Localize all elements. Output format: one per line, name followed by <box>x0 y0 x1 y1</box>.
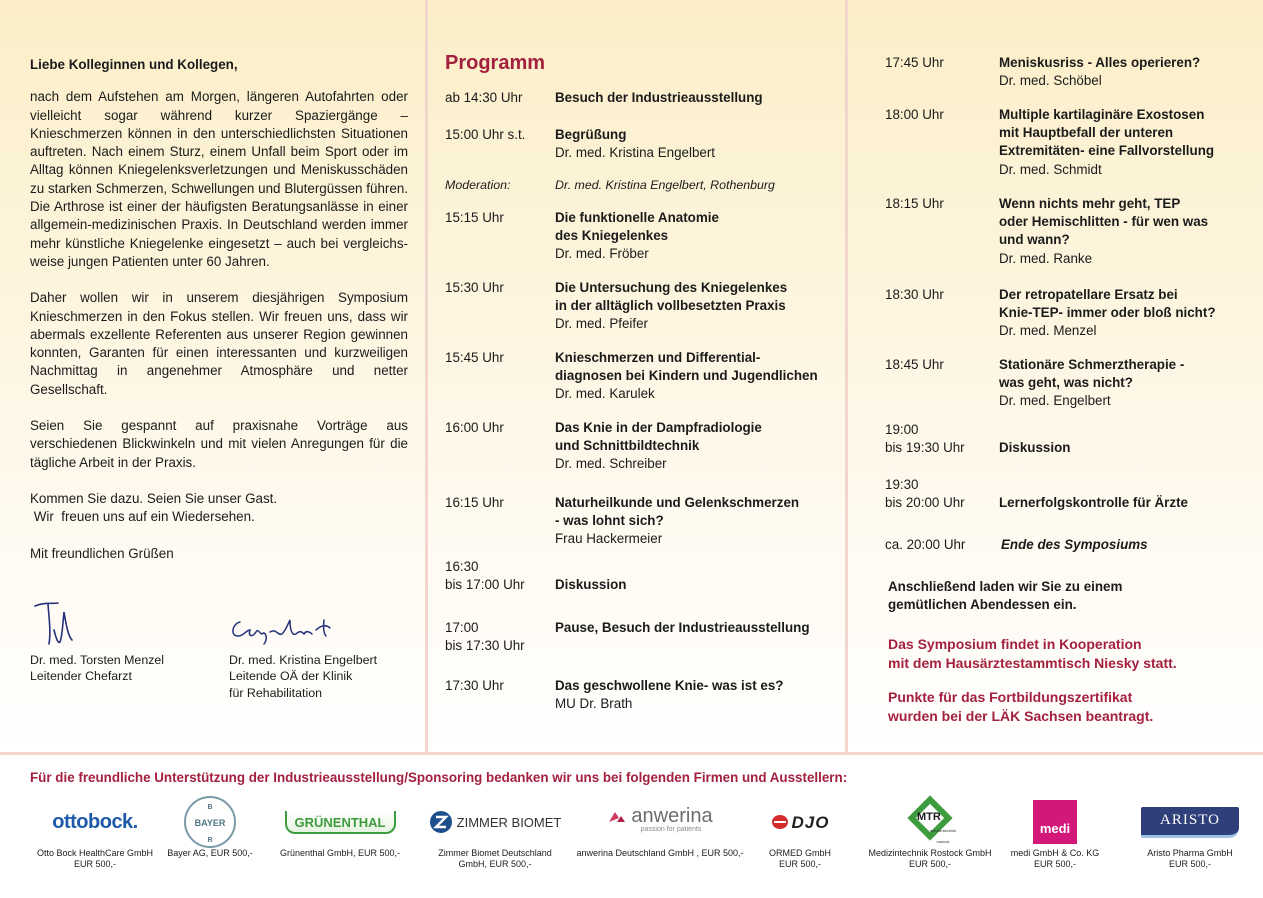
sponsor-mtr <box>860 800 1000 870</box>
column-divider <box>425 0 428 752</box>
program-moderator: Dr. med. Kristina Engelbert, Rothenburg <box>555 178 775 192</box>
program-time: 18:45 Uhr <box>885 357 944 372</box>
program-speaker: Dr. med. Schmidt <box>999 161 1102 177</box>
program-time: 15:00 Uhr s.t. <box>445 127 526 142</box>
mtr-logo: MTR medizintechnik rostock <box>860 800 1000 844</box>
gruenenthal-logo: GRÜNENTHAL <box>270 800 410 844</box>
signer-name: Dr. med. Kristina Engelbert <box>229 653 378 667</box>
cooperation-note: Das Symposium findet in Kooperation mit dem Hausärztestammtisch Niesky statt. <box>888 636 1177 671</box>
footer-divider <box>0 752 1263 755</box>
program-time: 16:30 bis 17:00 Uhr <box>445 559 525 593</box>
program-speaker: Frau Hackermeier <box>555 531 663 547</box>
program-time: 19:30 bis 20:00 Uhr <box>885 477 965 511</box>
dinner-note: Anschließend laden wir Sie zu einem gemütlichen Abendessen ein. <box>888 579 1123 613</box>
sponsor-caption: Grünenthal GmbH, EUR 500,- <box>279 848 401 858</box>
program-topic: Lernerfolgskontrolle für Ärzte <box>999 495 1188 510</box>
zimmer-z-icon <box>429 810 453 834</box>
program-topic: Wenn nichts mehr geht, TEP oder Hemischlitten - für wen was und wann? <box>999 196 1209 248</box>
program-speaker: MU Dr. Brath <box>555 696 633 712</box>
program-topic: Das geschwollene Knie- was ist es? <box>555 678 784 693</box>
letter-closing: Mit freundlichen Grüßen <box>30 545 174 561</box>
sponsor-caption: ORMED GmbH EUR 500,- <box>768 848 831 869</box>
program-time: 15:45 Uhr <box>445 350 504 365</box>
program-speaker: Dr. med. Engelbert <box>999 393 1111 409</box>
program-speaker: Dr. med. Schöbel <box>999 73 1102 89</box>
program-topic: Stationäre Schmerztherapie - was geht, was nicht? <box>999 357 1185 391</box>
anwerina-mark-icon <box>607 810 627 824</box>
program-topic: Der retropatellare Ersatz bei Knie-TEP- immer oder bloß nicht? <box>999 287 1216 321</box>
program-speaker: Dr. med. Pfeifer <box>555 316 649 332</box>
program-topic: Diskussion <box>555 577 627 592</box>
points-note: Punkte für das Fortbildungszertifikat wurden bei der LÄK Sachsen beantragt. <box>888 689 1154 724</box>
program-speaker: Dr. med. Ranke <box>999 250 1093 266</box>
aristo-logo: ARISTO <box>1130 800 1250 844</box>
sponsors-title: Für die freundliche Unterstützung der Industrieausstellung/Sponsoring bedanken wir uns bei folgenden Firmen und Ausstellern: <box>30 770 848 785</box>
program-time: 16:00 Uhr <box>445 420 504 435</box>
sponsor-caption: Bayer AG, EUR 500,- <box>167 848 253 858</box>
svg-text:B: B <box>207 804 213 811</box>
program-time: 18:30 Uhr <box>885 287 944 302</box>
zimmer-biomet-logo: ZIMMER BIOMET <box>420 800 570 844</box>
program-time: 17:30 Uhr <box>445 678 504 693</box>
letter-paragraph: Daher wollen wir in unserem diesjährigen Symposium Knieschmerzen in den Fokus stellen. Wir freuen uns, dass wir abermals exzellente Referenten aus unserer Region gewinnen konnten, Garanten für einen interessanten und kurzweiligen Nachmittag in angenehmer Atmosphäre und netter Gesellschaft. <box>30 290 408 397</box>
program-topic: Das Knie in der Dampfradiologie und Schnittbildtechnik <box>555 420 762 454</box>
sponsor-gruenenthal <box>270 800 410 859</box>
program-time: ca. 20:00 Uhr <box>885 537 966 552</box>
program-topic: Die funktionelle Anatomie des Kniegelenkes <box>555 210 719 244</box>
program-time: ab 14:30 Uhr <box>445 90 523 105</box>
sponsor-caption: Aristo Pharma GmbH EUR 500,- <box>1147 848 1233 869</box>
sponsor-ottobock <box>25 800 165 870</box>
anwerina-logo: anwerina passion for patients <box>575 800 745 844</box>
sponsor-djo <box>745 800 855 870</box>
program-title: Programm <box>445 52 546 74</box>
letter-line: Kommen Sie dazu. Seien Sie unser Gast. <box>30 490 278 506</box>
program-topic: Begrüßung <box>555 127 627 142</box>
program-topic: Multiple kartilaginäre Exostosen mit Hauptbefall der unteren Extremitäten- eine Fallvorstellung <box>999 107 1215 159</box>
sponsor-caption: Otto Bock HealthCare GmbH EUR 500,- <box>36 848 154 869</box>
signer-name: Dr. med. Torsten Menzel <box>30 653 165 667</box>
program-time: 18:00 Uhr <box>885 107 944 122</box>
sponsor-medi <box>1005 800 1105 870</box>
signature-engelbert <box>226 610 346 650</box>
letter-column <box>30 56 408 581</box>
program-topic: Diskussion <box>999 440 1071 455</box>
djo-mark-icon <box>771 814 789 830</box>
medi-logo: medi <box>1005 800 1105 844</box>
program-speaker: Dr. med. Schreiber <box>555 456 667 472</box>
ottobock-logo: ottobock. <box>52 810 138 833</box>
sponsor-zimmer-biomet <box>420 800 570 870</box>
signature-block-menzel <box>30 652 164 685</box>
program-time: 15:15 Uhr <box>445 210 504 225</box>
program-topic: Knieschmerzen und Differential- diagnosen bei Kindern und Jugendlichen <box>555 350 818 384</box>
program-speaker: Dr. med. Karulek <box>555 386 655 402</box>
signature-block-engelbert <box>229 652 377 701</box>
program-time: 17:45 Uhr <box>885 55 944 70</box>
program-topic: Die Untersuchung des Kniegelenkes in der alltäglich vollbesetzten Praxis <box>555 280 788 314</box>
program-time: Moderation: <box>445 178 511 192</box>
signer-role: Leitender Chefarzt <box>30 669 132 684</box>
program-time: 15:30 Uhr <box>445 280 504 295</box>
program-speaker: Dr. med. Menzel <box>999 323 1097 339</box>
program-topic: Besuch der Industrieausstellung <box>555 90 763 105</box>
program-time: 16:15 Uhr <box>445 495 504 510</box>
letter-greeting: Liebe Kolleginnen und Kollegen, <box>30 57 238 72</box>
program-time: 19:00 bis 19:30 Uhr <box>885 422 965 456</box>
sponsor-caption: Zimmer Biomet Deutschland GmbH, EUR 500,- <box>438 848 552 869</box>
signature-menzel <box>32 600 92 650</box>
svg-text:R: R <box>207 837 213 844</box>
program-topic: Meniskusriss - Alles operieren? <box>999 55 1201 70</box>
program-time: 18:15 Uhr <box>885 196 944 211</box>
program-time: 17:00 bis 17:30 Uhr <box>445 620 525 654</box>
svg-text:BAYER: BAYER <box>194 818 226 828</box>
sponsor-bayer <box>160 800 260 859</box>
bayer-logo <box>160 800 260 844</box>
letter-line: Wir freuen uns auf ein Wiedersehen. <box>30 509 255 525</box>
sponsor-caption: medi GmbH & Co. KG EUR 500,- <box>1010 848 1100 869</box>
program-topic: Pause, Besuch der Industrieausstellung <box>555 620 810 635</box>
sponsor-anwerina <box>575 800 745 859</box>
letter-paragraph: Seien Sie gespannt auf praxisnahe Vorträge aus verschiedenen Blickwinkeln und mit vielen Anregungen für die tägliche Arbeit in der Praxis. <box>30 418 408 470</box>
letter-paragraph: nach dem Aufstehen am Morgen, längeren Autofahrten oder vielleicht sogar während kurzer Spaziergänge – Knieschmerzen können in den unterschiedlichsten Situationen auftreten. Nach einem Sturz, einem Unfall beim Sport oder im Alltag können Kniegelenksverletzungen und Meniskusschäden zu starken Schmerzen, Schwellungen und Blutergüssen führen. Die Arthrose ist einer der häufigsten Beratungsanlässe in einer allgemein-medizinischen Praxis. In Deutschland werden immer mehr künstliche Kniegelenke eingesetzt – auch bei vergleichs-weise jungen Patienten unter 60 Jahren. <box>30 89 408 269</box>
sponsor-aristo <box>1130 800 1250 870</box>
sponsor-caption: anwerina Deutschland GmbH , EUR 500,- <box>576 848 744 858</box>
signer-role: für Rehabilitation <box>229 685 322 700</box>
program-speaker: Dr. med. Fröber <box>555 246 649 262</box>
program-speaker: Dr. med. Kristina Engelbert <box>555 145 716 161</box>
letter-paragraph <box>30 490 408 527</box>
program-topic: Naturheilkunde und Gelenkschmerzen - was lohnt sich? <box>555 495 800 529</box>
djo-logo: DJO <box>745 800 855 844</box>
program-topic: Ende des Symposiums <box>1001 537 1148 552</box>
bayer-cross-icon <box>183 795 237 849</box>
sponsor-caption: Medizintechnik Rostock GmbH EUR 500,- <box>868 848 992 869</box>
signer-role: Leitende OÄ der Klinik <box>229 669 353 684</box>
